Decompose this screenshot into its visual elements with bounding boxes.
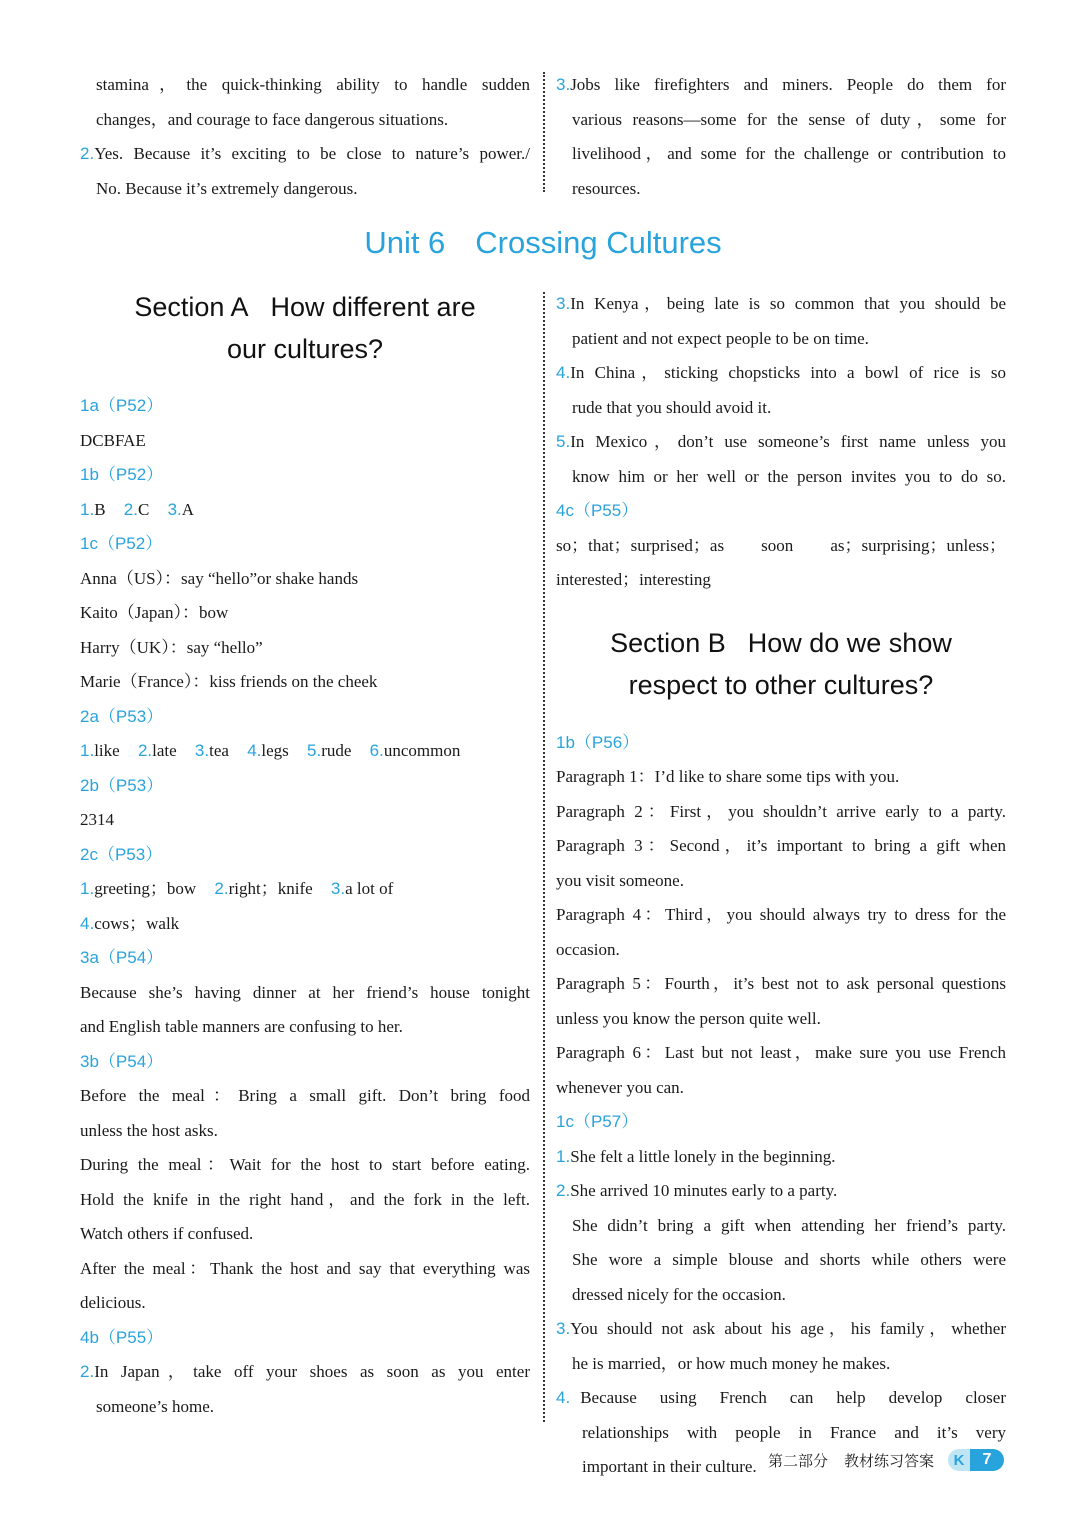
item-number: 5.: [556, 432, 571, 451]
answer-text: Paragraph 4：Third，you should always try to dress for the: [556, 905, 1006, 924]
answer-text: Because she’s having dinner at her friend’s house tonight: [80, 982, 530, 1002]
item-number: 3.: [556, 75, 571, 94]
top-right-column: [556, 68, 1006, 206]
page-number: 7: [970, 1449, 1004, 1471]
unit-title: [0, 221, 1080, 265]
left-column: [80, 286, 530, 1424]
footer-part: 第二部分: [767, 1451, 828, 1470]
answer-text: DCBFAE: [80, 430, 146, 450]
answer-text: unless the host asks.: [80, 1120, 218, 1140]
exercise-heading: 2a（P53）: [80, 706, 164, 726]
exercise-heading: 1a（P52）: [80, 396, 164, 415]
answer-continuation: patient and not expect people to be on time.: [572, 328, 869, 348]
answer-text: Watch others if confused.: [80, 1224, 254, 1243]
answer-text: so；that；surprised；as soon as；surprising；unless；: [556, 535, 1006, 555]
answer-line: 1.B 2.C 3.A: [80, 499, 195, 519]
answer-continuation: he is married，or how much money he makes.: [572, 1353, 891, 1373]
answer-continuation: livelihood，and some for the challenge or contribution to: [572, 144, 1006, 163]
exercise-heading: 1c（P52）: [80, 534, 163, 553]
item-number: 4.: [80, 913, 95, 933]
item-number: 6.: [369, 741, 384, 760]
answer-item: 3.In Kenya，being late is so common that you should be: [556, 294, 1006, 313]
answer-continuation: She wore a simple blouse and shorts while others were: [572, 1250, 1006, 1269]
answer-item: 1.She felt a little lonely in the beginning.: [556, 1146, 836, 1166]
unit-name: Crossing Cultures: [475, 225, 722, 260]
answer-text: Before the meal：Bring a small gift. Don’t bring food: [80, 1086, 530, 1105]
item-number: 2.: [80, 144, 95, 163]
footer-subtitle: 教材练习答案: [843, 1451, 934, 1470]
answer-continuation: dressed nicely for the occasion.: [572, 1284, 786, 1304]
exercise-heading: 4c（P55）: [556, 501, 639, 520]
answer-text: During the meal：Wait for the host to start before eating.: [80, 1155, 530, 1174]
answer-continuation: resources.: [572, 178, 641, 198]
answer-text: unless you know the person quite well.: [556, 1008, 821, 1028]
answer-item: 2.She arrived 10 minutes early to a party.: [556, 1181, 838, 1200]
answer-continuation: stamina，the quick-thinking ability to handle sudden: [96, 75, 530, 94]
answer-continuation: No. Because it’s extremely dangerous.: [96, 178, 358, 198]
item-number: 1.: [556, 1146, 571, 1166]
answer-text: 2314: [80, 810, 114, 829]
answer-text: Paragraph 2：First，you shouldn’t arrive early to a party.: [556, 801, 1006, 821]
answer-text: and English table manners are confusing to her.: [80, 1017, 403, 1036]
exercise-heading: 4b（P55）: [80, 1327, 164, 1347]
item-number: 2.: [80, 1362, 95, 1381]
exercise-heading: 3a（P54）: [80, 948, 164, 967]
item-number: 4.: [247, 741, 262, 760]
item-number: 4.: [556, 1388, 571, 1407]
exercise-heading: 3b（P54）: [80, 1051, 164, 1071]
item-number: 3.: [194, 741, 210, 760]
column-divider: [543, 292, 545, 1422]
answer-continuation: various reasons—some for the sense of duty，some for: [572, 109, 1006, 129]
answer-text: Harry（UK）：say “hello”: [80, 637, 263, 657]
answer-text: delicious.: [80, 1293, 146, 1312]
answer-item: 5.In Mexico，don’t use someone’s first name unless you: [556, 432, 1006, 451]
answer-text: occasion.: [556, 939, 620, 959]
answer-continuation: relationships with people in France and it’s very: [582, 1422, 1006, 1442]
answer-item: 4. Because using French can help develop closer: [556, 1388, 1006, 1407]
item-number: 2.: [137, 741, 153, 760]
answer-continuation: rude that you should avoid it.: [572, 397, 772, 417]
answer-item: 4.In China，sticking chopsticks into a bowl of rice is so: [556, 363, 1006, 382]
answer-text: you visit someone.: [556, 870, 684, 890]
answer-text: Kaito（Japan）：bow: [80, 603, 229, 622]
section-a-title: Section A How different are our cultures?: [134, 292, 476, 364]
answer-continuation: know him or her well or the person invites you to do so.: [572, 466, 1006, 486]
answer-text: whenever you can.: [556, 1077, 684, 1097]
unit-label: Unit 6: [364, 225, 446, 260]
item-number: 2.: [123, 499, 138, 519]
item-number: 2.: [214, 879, 229, 898]
answer-line: 1.like 2.late 3.tea 4.legs 5.rude 6.uncommon: [80, 741, 461, 760]
answer-continuation: important in their culture.: [582, 1457, 757, 1476]
answer-line: 4.cows；walk: [80, 913, 180, 933]
page-badge: [948, 1449, 1004, 1471]
answer-continuation: someone’s home.: [96, 1396, 215, 1416]
answer-item: 3.You should not ask about his age，his family，whether: [556, 1319, 1006, 1338]
item-number: 4.: [556, 363, 571, 382]
section-b-title: Section B How do we show respect to other cultures?: [610, 627, 952, 700]
exercise-heading: 2b（P53）: [80, 775, 164, 795]
section-label: Section A: [134, 292, 249, 322]
answer-text: Hold the knife in the right hand，and the fork in the left.: [80, 1189, 530, 1209]
badge-letter: K: [948, 1449, 970, 1471]
section-label: Section B: [610, 627, 726, 658]
item-number: 3.: [167, 499, 182, 519]
item-number: 3.: [330, 879, 346, 898]
exercise-heading: 1b（P56）: [556, 732, 640, 752]
answer-line: 1.greeting；bow 2.right；knife 3.a lot of: [80, 879, 394, 898]
item-number: 2.: [556, 1181, 571, 1200]
exercise-heading: 1b（P52）: [80, 465, 164, 484]
item-number: 5.: [307, 741, 322, 760]
answer-text: Paragraph 3：Second，it’s important to bring a gift when: [556, 836, 1006, 855]
item-number: 1.: [80, 499, 95, 519]
item-number: 3.: [556, 1319, 571, 1338]
answer-continuation: changes，and courage to face dangerous situations.: [96, 109, 449, 129]
answer-text: Paragraph 6：Last but not least，make sure you use French: [556, 1043, 1006, 1062]
answer-text: Paragraph 5：Fourth，it’s best not to ask personal questions: [556, 974, 1006, 993]
answer-item: 3.Jobs like firefighters and miners. People do them for: [556, 75, 1006, 94]
item-number: 1.: [80, 741, 95, 760]
answer-text: Paragraph 1：I’d like to share some tips with you.: [556, 767, 900, 786]
answer-continuation: She didn’t bring a gift when attending her friend’s party.: [572, 1215, 1006, 1235]
exercise-heading: 1c（P57）: [556, 1112, 639, 1131]
item-number: 1.: [80, 879, 95, 898]
answer-text: Marie（France）：kiss friends on the cheek: [80, 672, 378, 691]
right-column: [556, 287, 1006, 1485]
column-divider: [543, 72, 545, 192]
answer-text: Anna（US）：say “hello”or shake hands: [80, 568, 359, 588]
page-footer: [768, 1448, 1004, 1472]
answer-text: After the meal：Thank the host and say that everything was: [80, 1258, 530, 1278]
item-number: 3.: [556, 294, 571, 313]
top-left-column: [80, 68, 530, 206]
answer-text: interested；interesting: [556, 570, 711, 589]
answer-item: 2.In Japan，take off your shoes as soon as you enter: [80, 1362, 530, 1381]
exercise-heading: 2c（P53）: [80, 844, 163, 864]
answer-item: 2.Yes. Because it’s exciting to be close to nature’s power./: [80, 144, 530, 163]
